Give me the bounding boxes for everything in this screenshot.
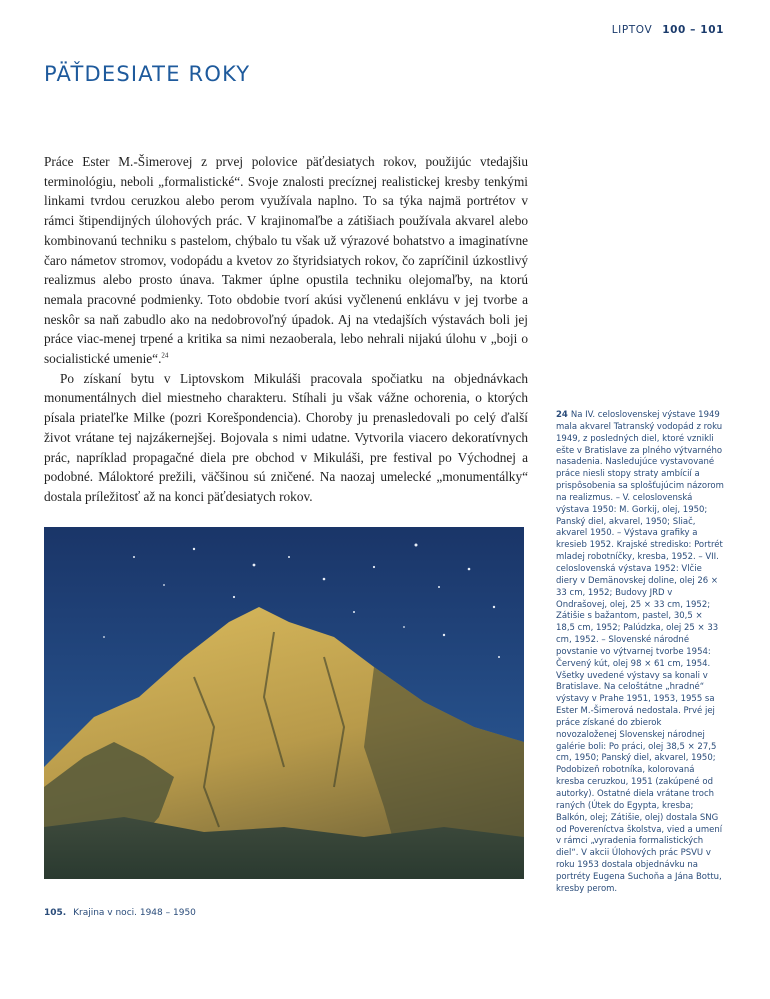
running-header: [612, 24, 724, 36]
footnote-text: Na IV. celoslovenskej výstave 1949 mala akvarel Tatranský vodopád z roku 1949, z posledných diel, ktoré vznikli ešte v Bratislave za plného výtvarného nasadenia. Nasledujúce vystavované práce niesli stopy straty ambícií a prispôsobenia sa splošťujúcim názorom na realizmus. – V. celoslovenská výstava 1950: M. Gorkij, olej, 1950; Panský diel, akvarel, 1950; Sliač, akvarel 1950. – Výstava grafiky a kresieb 1952. Krajské stredisko: Portrét mladej robotníčky, kresba, 1952. – VII. celoslovenská výstava 1952: Vlčie diery v Demänovskej doline, olej 26 × 33 cm, 1952; Budovy JRD v Ondrašovej, olej, 25 × 33 cm, 1952; Zátišie s bažantom, pastel, 30,5 × 18,5 cm, 1952; Palúdzka, olej 25 × 33 cm, 1952. – Slovenské národné povstanie vo výtvarnej tvorbe 1954: Červený kút, olej 98 × 61 cm, 1954. Všetky uvedené výstavy sa konali v Bratislave. Na celoštátne „hradné“ výstavy v Prahe 1951, 1953, 1955 sa Ester M.-Šimerová nedostala. Prvé jej práce získané do zbierok novozaloženej Slovenskej národnej galérie boli: Po práci, olej 38,5 × 27,5 cm, 1950; Panský diel, akvarel, 1950; Podobizeň robotníka, kolorovaná kresba ceruzkou, 1951 (zakúpené od autorky). Ostatné diela vrátane troch raných (Útek do Egypta, kresba; Balkón, olej; Zátišie, olej) dostala SNG od Povereníctva školstva, vied a umení v rámci „vyradenia formalistických diel“. V akcii Úlohových prác PSVU v roku 1953 dostala objednávku na portréty Eugena Suchoňa a Jána Bottu, kresby perom.: [556, 410, 724, 894]
footnote-24: [556, 410, 724, 896]
chapter-title: PÄŤDESIATE ROKY: [44, 62, 251, 86]
painting-image: [44, 527, 524, 879]
header-section-name: LIPTOV: [611, 24, 653, 36]
footnote-reference: 24: [161, 351, 169, 360]
paragraph-1: [44, 152, 528, 369]
footnote-number: 24: [556, 410, 568, 420]
painting-night-landscape: [44, 527, 524, 879]
paragraph-1-text: Práce Ester M.-Šimerovej z prvej polovice päťdesiatych rokov, použijúc vtedajšiu terminológiu, neboli „formalistické“. Svoje znalosti precíznej realistickej kresby tenkými linkami tvrdou ceruzkou alebo perom využívala naplno. To sa týka najmä portrétov v rámci štipendijných úlohových prác. V krajinomaľbe a zátišiach používala akvarel alebo kombinovanú techniku s pastelom, chýbalo tu však už výrazové bohatstvo a imaginatívne čaro námetov stromov, vodopádu a kvetov zo štyridsiatych rokov, čo zapríčinil úzkostlivý realizmus alebo prosto únava. Takmer úplne opustila techniku olejomaľby, na ktorú nemala pracovné podmienky. Toto obdobie tvorí akúsi vyčlenenú enklávu v jej tvorbe a neskôr sa naň zabudlo ako na nedobrovoľný úpadok. Aj na vtedajších výstavách boli jej práce viac-menej trpené a kritika sa nimi nezaoberala, lebo nehrali nijakú úlohu v „boji o socialistické umenie“.: [44, 154, 528, 367]
main-text: [44, 152, 528, 507]
paragraph-2: Po získaní bytu v Liptovskom Mikuláši pracovala spočiatku na objednávkach monumentálnych diel miestneho charakteru. Stíhali ju však vážne ochorenia, o ktorých písala priateľke Milke (pozri Korešpondencia). Choroby ju prenasledovali po celý ďalší život vrátane tej najzákernejšej. Bojovala s nimi udatne. Vytvorila viacero dekoratívnych prác, napríklad propagačné diela pre obchod v Mikuláši, pre festival po Východnej a podobné. Máloktoré prežili, väčšinou sú zničené. Na naozaj umelecké „monumentálky“ dostala príležitosť až na konci päťdesiatych rokov.: [44, 370, 528, 504]
figure-number: 105.: [44, 908, 67, 918]
header-page-numbers: 100 – 101: [662, 24, 724, 36]
figure-caption: [44, 908, 196, 918]
figure-caption-text: Krajina v noci. 1948 – 1950: [73, 908, 196, 918]
